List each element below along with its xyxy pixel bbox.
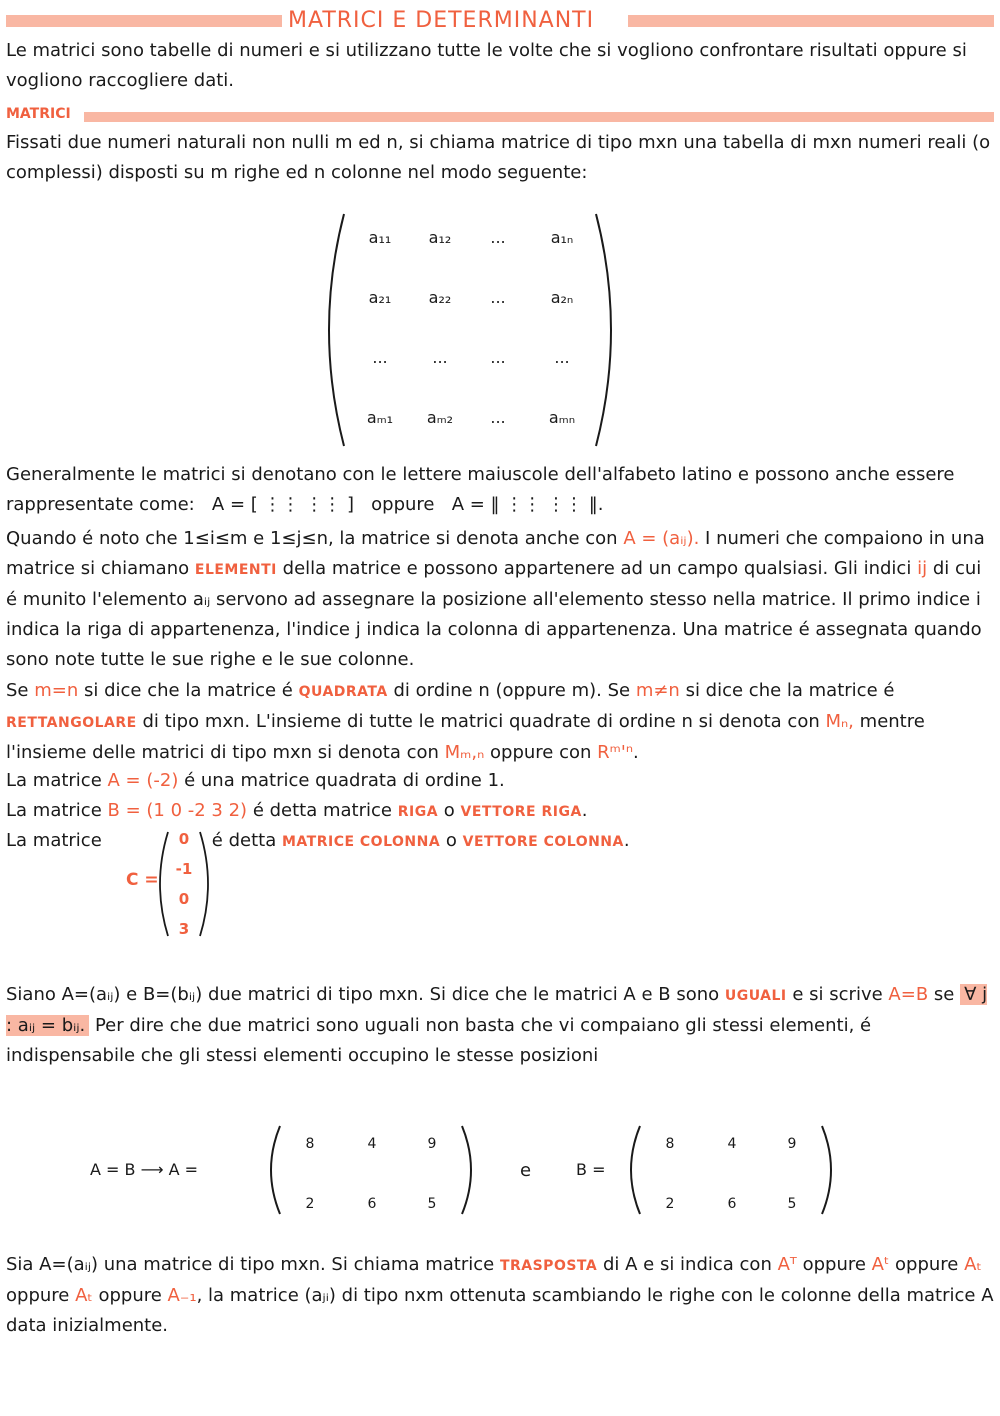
text: Siano A=(aᵢⱼ) e B=(bᵢⱼ) due matrici di tipo mxn. Si dice che le matrici A e B sono [6, 984, 720, 1005]
text: di ordine n (oppure m). Se [393, 680, 631, 701]
equality-example [90, 1120, 850, 1220]
section-header [6, 106, 994, 123]
matrix-cell: ... [490, 348, 506, 367]
text: oppure con [490, 742, 592, 763]
text: si dice che la matrice é [685, 680, 895, 701]
text: . [633, 742, 639, 763]
example-a-cell: 5 [427, 1196, 437, 1212]
transpose-paragraph [6, 1250, 994, 1341]
column-matrix-c [126, 826, 226, 942]
text: oppure [98, 1285, 162, 1306]
text: oppure [895, 1254, 959, 1275]
text: I numeri che compaiono in una matrice si chiamano [6, 528, 985, 579]
title-bar-right [628, 15, 994, 27]
example-b-cell: 8 [665, 1136, 675, 1152]
text: Quando é noto che 1≤i≤m e 1≤j≤n, la matrice si denota anche con [6, 528, 618, 549]
keyword-quadrata: QUADRATA [298, 684, 388, 700]
highlight-ij: ij [917, 558, 928, 579]
keyword-vettore-colonna: VETTORE COLONNA [462, 834, 624, 850]
matrix-a-line [6, 766, 994, 796]
notation-or: oppure [371, 494, 435, 515]
matrix-cell: a₂ₙ [550, 288, 574, 307]
highlight-m-mn: Mₘ,ₙ [444, 742, 485, 763]
example-b-cell: 2 [665, 1196, 675, 1212]
intro-paragraph: Le matrici sono tabelle di numeri e si utilizzano tutte le volte che si vogliono confrontare risultati oppure si vogliono raccogliere dati. [6, 40, 967, 91]
example-conjunction: e [520, 1160, 532, 1181]
text: oppure [6, 1285, 70, 1306]
matrix-cell: ... [554, 348, 570, 367]
text: Sia A=(aᵢⱼ) una matrice di tipo mxn. Si chiama matrice [6, 1254, 495, 1275]
highlight-matrix-a: A = (-2) [107, 770, 179, 791]
text: La matrice [6, 830, 102, 851]
keyword-rettangolare: RETTANGOLARE [6, 715, 137, 731]
text: si dice che la matrice é [84, 680, 293, 701]
text: di A e si indica con [602, 1254, 772, 1275]
highlight-a-minus-1: A₋₁ [167, 1285, 197, 1306]
matrix-c-cell: 3 [178, 920, 190, 938]
keyword-riga: RIGA [397, 804, 439, 820]
matrix-c-cell: 0 [178, 830, 190, 848]
matrix-cell: a₂₁ [368, 288, 392, 307]
example-b-brackets [630, 1120, 850, 1220]
text: di tipo mxn. L'insieme di tutte le matrici quadrate di ordine n si denota con [142, 711, 820, 732]
highlight-a-t-sup: Aᵗ [871, 1254, 890, 1275]
text: é detta matrice [252, 800, 392, 821]
matrix-c-brackets [126, 826, 226, 942]
notation-paragraph [6, 460, 994, 520]
definition-paragraph: Fissati due numeri naturali non nulli m ed n, si chiama matrice di tipo mxn una tabella di mxn numeri reali (o complessi) disposti su m righe ed n colonne nel modo seguente: [6, 132, 991, 183]
text: Se [6, 680, 29, 701]
text: é una matrice quadrata di ordine 1. [184, 770, 505, 791]
double-bar-notation: A = ‖ ⋮⋮ ⋮⋮ ‖. [451, 494, 604, 515]
matrix-cell: ... [490, 228, 506, 247]
example-a-cell: 2 [305, 1196, 315, 1212]
example-b-cell: 5 [787, 1196, 797, 1212]
text: della matrice e possono appartenere ad un campo qualsiasi. Gli indici [282, 558, 912, 579]
matrix-cell: aₘₙ [548, 408, 576, 427]
matrix-cell: ... [490, 408, 506, 427]
example-b-cell: 6 [727, 1196, 737, 1212]
matrix-cell: a₁ₙ [550, 228, 574, 247]
example-b-cell: 4 [727, 1136, 737, 1152]
text: é detta [211, 830, 277, 851]
keyword-vettore-riga: VETTORE RIGA [460, 804, 582, 820]
general-matrix [320, 210, 620, 450]
example-b-label: B = [576, 1160, 606, 1179]
text: mentre l'insieme delle matrici di tipo mxn si denota con [6, 711, 925, 763]
square-rect-paragraph [6, 676, 994, 768]
text: La matrice [6, 800, 102, 821]
highlight-a-T: Aᵀ [777, 1254, 797, 1275]
highlight-a-t-sub: Aₜ [75, 1285, 93, 1306]
section-label: MATRICI [6, 106, 71, 122]
matrix-cell: aₘ₂ [426, 408, 454, 427]
matrix-cell: a₁₂ [428, 228, 452, 247]
example-a-cell: 4 [367, 1136, 377, 1152]
example-a-cell: 9 [427, 1136, 437, 1152]
title-bar-left [6, 15, 282, 27]
highlight-for-all: ∀ j : aᵢⱼ = bᵢⱼ. [6, 984, 988, 1036]
highlight-matrix-b: B = (1 0 -2 3 2) [107, 800, 248, 821]
highlight-a-aij: A = (aᵢⱼ). [623, 528, 700, 549]
matrix-cell: a₁₁ [368, 228, 392, 247]
matrix-cell: aₘ₁ [366, 408, 394, 427]
highlight-a-T-sub: Aₜ [964, 1254, 982, 1275]
matrix-c-cell: -1 [175, 860, 193, 878]
highlight-m-neq-n: m≠n [635, 680, 680, 701]
matrix-c-cell: 0 [178, 890, 190, 908]
text: Per dire che due matrici sono uguali non basta che vi compaiano gli stessi elementi, é indispensabile che gli stessi elementi occupino le stesse posizioni [6, 1015, 872, 1066]
equality-paragraph [6, 980, 994, 1071]
elements-paragraph [6, 524, 994, 675]
keyword-uguali: UGUALI [724, 988, 787, 1004]
matrix-c-label: C = [126, 870, 159, 890]
highlight-r-mn: Rᵐ'ⁿ [597, 742, 633, 763]
highlight-mn: Mₙ, [825, 711, 854, 732]
highlight-m-eq-n: m=n [34, 680, 79, 701]
notation-text: Generalmente le matrici si denotano con le lettere maiuscole dell'alfabeto latino e possono anche essere rappresentate come: [6, 464, 955, 515]
example-b-cell: 9 [787, 1136, 797, 1152]
example-a-cell: 8 [305, 1136, 315, 1152]
matrix-cell: a₂₂ [428, 288, 452, 307]
text: o [445, 830, 457, 851]
keyword-trasposta: TRASPOSTA [499, 1258, 598, 1274]
matrix-cell: ... [490, 288, 506, 307]
matrix-b-line [6, 796, 994, 827]
text: di cui é munito l'elemento aᵢⱼ servono ad assegnare la posizione all'elemento stesso nella matrice. Il primo indice i indica la riga di appartenenza, l'indice j indica la colonna di appartenenza. Una matrice é assegnata quando sono note tutte le sue righe e le sue colonne. [6, 558, 982, 670]
keyword-matrice-colonna: MATRICE COLONNA [281, 834, 441, 850]
text: . [581, 800, 588, 821]
section-bar [84, 112, 994, 122]
title-band [6, 8, 994, 33]
page-title: MATRICI E DETERMINANTI [288, 8, 595, 33]
text: e si scrive [792, 984, 883, 1005]
bracket-notation: A = [ ⋮⋮ ⋮⋮ ] [211, 494, 354, 515]
text: . [623, 830, 630, 851]
matrix-cell: ... [432, 348, 448, 367]
keyword-elementi: ELEMENTI [194, 562, 277, 578]
text: oppure [802, 1254, 866, 1275]
matrix-cell: ... [372, 348, 388, 367]
text: La matrice [6, 770, 102, 791]
text: o [443, 800, 455, 821]
highlight-a-eq-b: A=B [888, 984, 929, 1005]
example-lead: A = B ⟶ A = [90, 1160, 199, 1179]
example-a-cell: 6 [367, 1196, 377, 1212]
text: se [933, 984, 955, 1005]
example-a-brackets [270, 1120, 490, 1220]
text: , la matrice (aⱼᵢ) di tipo nxm ottenuta scambiando le righe con le colonne della matrice A data inizialmente. [6, 1285, 994, 1336]
